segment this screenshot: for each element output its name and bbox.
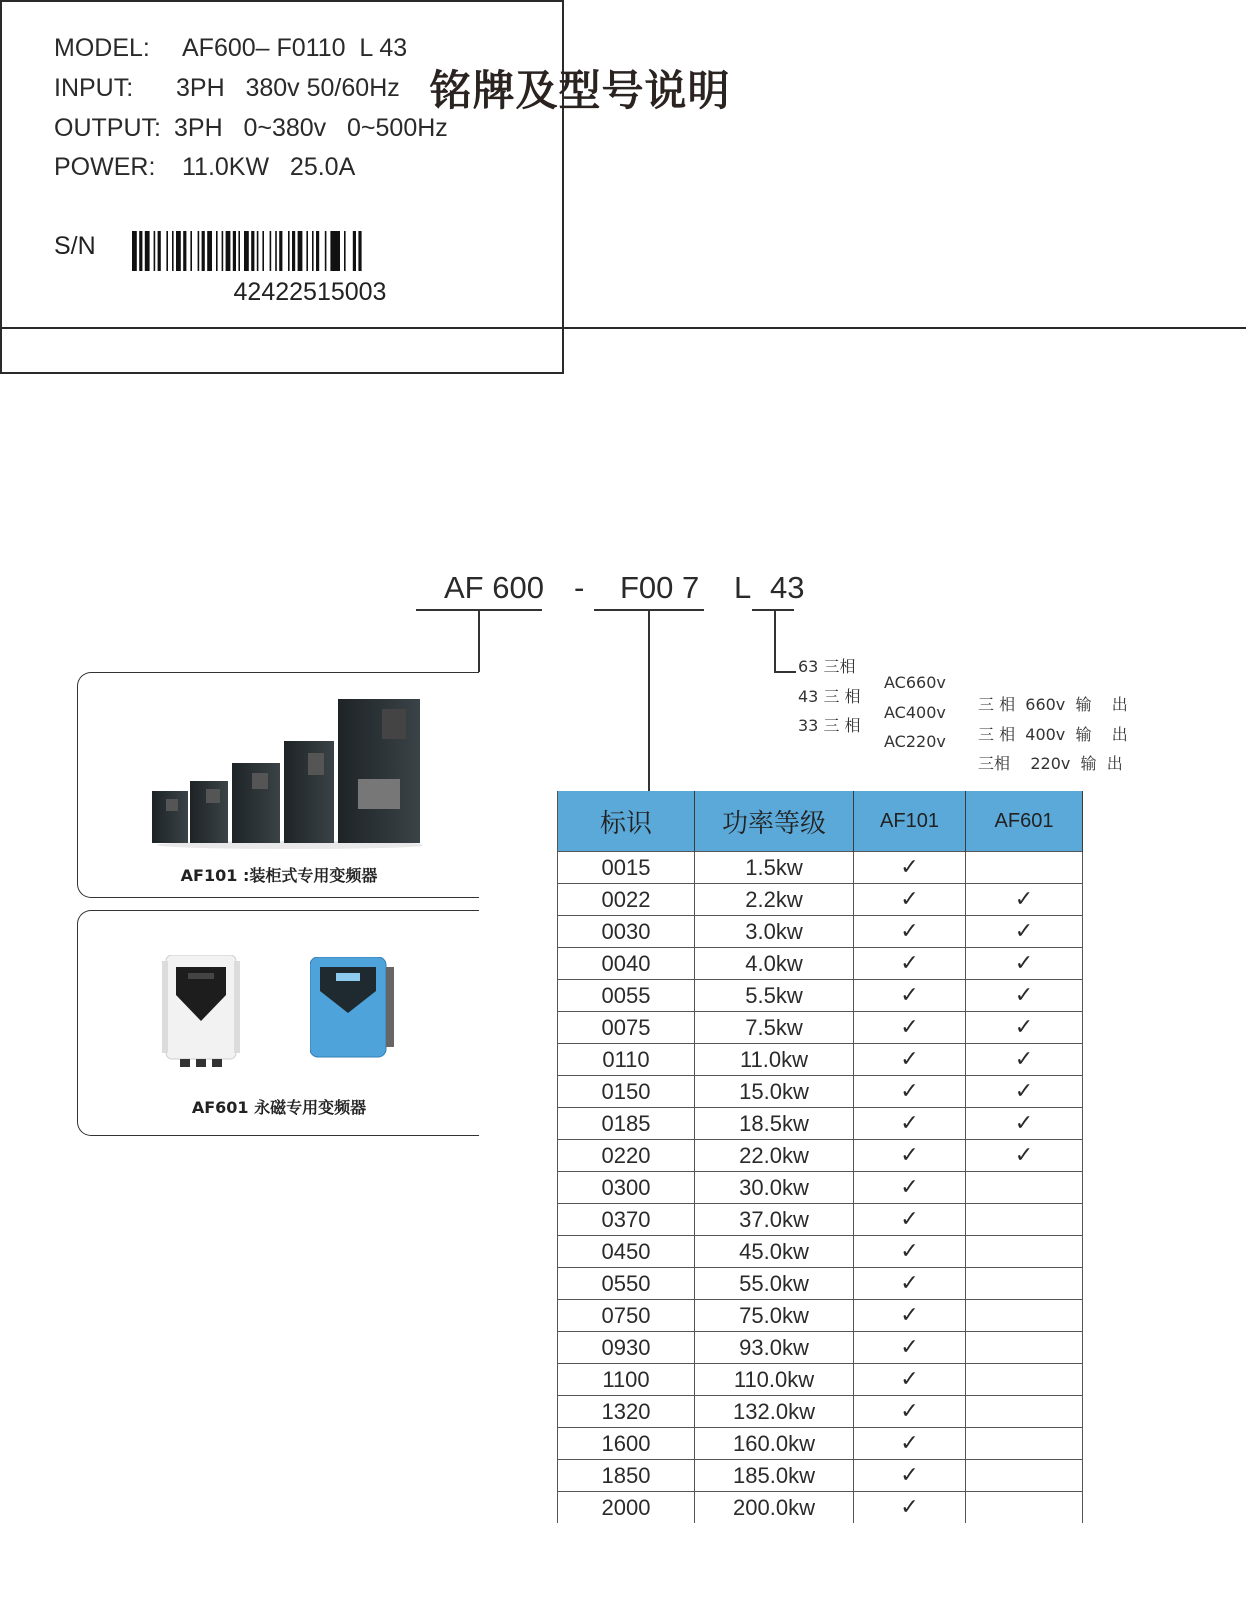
cell-af601: ✓ — [966, 916, 1083, 948]
cell-id: 0300 — [558, 1172, 695, 1204]
cell-af101: ✓ — [854, 1396, 966, 1428]
barcode-bar — [183, 231, 186, 271]
cell-power: 132.0kw — [695, 1396, 854, 1428]
voltage-desc: 三 相 660v 输 出 — [978, 695, 1128, 714]
model-value: AF600– F0110 L 43 — [182, 34, 408, 62]
cell-power: 18.5kw — [695, 1108, 854, 1140]
output-value: 3PH 0~380v 0~500Hz — [174, 114, 448, 142]
barcode-bar — [166, 231, 168, 271]
barcode-bar — [198, 231, 200, 271]
cell-af601 — [966, 1460, 1083, 1492]
cell-power: 200.0kw — [695, 1492, 854, 1524]
cell-id: 0015 — [558, 852, 695, 884]
product-card-af101 — [77, 672, 479, 898]
cell-af101: ✓ — [854, 1428, 966, 1460]
cell-af101: ✓ — [854, 980, 966, 1012]
cell-id: 0450 — [558, 1236, 695, 1268]
voltage-desc: 三相 220v 输 出 — [978, 754, 1123, 773]
cell-af601: ✓ — [966, 1076, 1083, 1108]
cell-power: 75.0kw — [695, 1300, 854, 1332]
table-row — [558, 1268, 1083, 1300]
table-row — [558, 1172, 1083, 1204]
sn-label: S/N — [54, 232, 96, 260]
code-series: AF 600 — [444, 570, 544, 605]
table-row — [558, 884, 1083, 916]
barcode-bar — [251, 231, 254, 271]
barcode-bar — [312, 231, 314, 271]
table-row — [558, 1428, 1083, 1460]
cell-af101: ✓ — [854, 1108, 966, 1140]
cell-af601: ✓ — [966, 1140, 1083, 1172]
product-caption: AF101 :装柜式专用变频器 — [180, 866, 378, 885]
table-row — [558, 1396, 1083, 1428]
header-af601: AF601 — [966, 791, 1083, 852]
cell-af601: ✓ — [966, 948, 1083, 980]
cell-power: 1.5kw — [695, 852, 854, 884]
series-connector — [478, 609, 480, 672]
code-dash: - — [574, 570, 585, 605]
table-row — [558, 1044, 1083, 1076]
nameplate-divider — [0, 327, 1246, 329]
barcode-bar — [279, 231, 282, 271]
barcode-bar — [257, 231, 259, 271]
barcode-bar — [353, 231, 356, 271]
cell-power: 11.0kw — [695, 1044, 854, 1076]
cell-af101: ✓ — [854, 1012, 966, 1044]
cell-af601 — [966, 852, 1083, 884]
cell-af101: ✓ — [854, 1300, 966, 1332]
cell-id: 0550 — [558, 1268, 695, 1300]
nameplate — [0, 0, 564, 374]
cell-power: 2.2kw — [695, 884, 854, 916]
cell-power: 93.0kw — [695, 1332, 854, 1364]
cell-af601 — [966, 1364, 1083, 1396]
cell-af601: ✓ — [966, 1044, 1083, 1076]
cell-af101: ✓ — [854, 1044, 966, 1076]
code-power: F00 7 — [620, 570, 700, 605]
barcode-bar — [139, 231, 142, 271]
product-caption: AF601 永磁专用变频器 — [191, 1098, 367, 1117]
power-label: POWER: — [54, 153, 156, 181]
cell-id: 0220 — [558, 1140, 695, 1172]
input-label: INPUT: — [54, 74, 134, 102]
table-row — [558, 1140, 1083, 1172]
cell-af601 — [966, 1300, 1083, 1332]
cell-af101: ✓ — [854, 948, 966, 980]
barcode — [132, 231, 478, 271]
table-row — [558, 916, 1083, 948]
blue-inverter-image — [310, 957, 398, 1061]
barcode-bar — [325, 231, 327, 271]
cell-af601 — [966, 1332, 1083, 1364]
header-af101: AF101 — [854, 791, 966, 852]
cell-power: 22.0kw — [695, 1140, 854, 1172]
barcode-bar — [132, 231, 137, 271]
barcode-bar — [202, 231, 205, 271]
model-line — [54, 34, 407, 63]
voltage-connector-foot — [774, 671, 796, 673]
voltage-code: 43 三 相 — [798, 687, 861, 706]
cell-power: 5.5kw — [695, 980, 854, 1012]
cell-af601 — [966, 1172, 1083, 1204]
table-row — [558, 980, 1083, 1012]
table-row — [558, 852, 1083, 884]
cell-power: 4.0kw — [695, 948, 854, 980]
barcode-bar — [207, 231, 212, 271]
barcode-bar — [145, 231, 150, 271]
code-type: L — [734, 570, 752, 605]
voltage-code: 63 三相 — [798, 657, 856, 676]
cell-id: 1600 — [558, 1428, 695, 1460]
cell-id: 0930 — [558, 1332, 695, 1364]
cell-id: 1100 — [558, 1364, 695, 1396]
cell-id: 2000 — [558, 1492, 695, 1524]
barcode-bar — [316, 231, 319, 271]
header-power: 功率等级 — [695, 791, 854, 852]
cell-id: 0150 — [558, 1076, 695, 1108]
voltage-underline — [752, 609, 794, 611]
cell-power: 160.0kw — [695, 1428, 854, 1460]
model-label: MODEL: — [54, 34, 150, 62]
cell-af101: ✓ — [854, 1236, 966, 1268]
table-row — [558, 1332, 1083, 1364]
cell-power: 3.0kw — [695, 916, 854, 948]
cabinet-inverter-image — [152, 699, 422, 849]
voltage-connector — [774, 609, 776, 671]
power-connector — [648, 609, 650, 792]
barcode-bar — [292, 231, 295, 271]
cell-af601: ✓ — [966, 884, 1083, 916]
page-title: 铭牌及型号说明 — [429, 66, 731, 115]
cell-id: 0030 — [558, 916, 695, 948]
cell-power: 55.0kw — [695, 1268, 854, 1300]
cell-id: 0055 — [558, 980, 695, 1012]
voltage-code: 33 三 相 — [798, 716, 861, 735]
cell-power: 185.0kw — [695, 1460, 854, 1492]
header-id: 标识 — [558, 791, 695, 852]
voltage-ac: AC660v — [884, 673, 946, 692]
voltage-desc: 三 相 400v 输 出 — [978, 725, 1128, 744]
barcode-bar — [158, 231, 161, 271]
cell-id: 0370 — [558, 1204, 695, 1236]
cell-af601 — [966, 1492, 1083, 1524]
barcode-bar — [238, 231, 240, 271]
barcode-bar — [270, 231, 272, 271]
table-row — [558, 1364, 1083, 1396]
cell-power: 7.5kw — [695, 1012, 854, 1044]
barcode-bar — [298, 231, 303, 271]
barcode-bar — [190, 231, 192, 271]
barcode-bar — [288, 231, 290, 271]
barcode-bar — [176, 231, 181, 271]
table-header-row — [558, 791, 1083, 852]
cell-af101: ✓ — [854, 1204, 966, 1236]
cell-power: 110.0kw — [695, 1364, 854, 1396]
barcode-bar — [233, 231, 236, 271]
spec-table — [557, 791, 1083, 1523]
table-row — [558, 1236, 1083, 1268]
cell-af601 — [966, 1268, 1083, 1300]
barcode-bar — [275, 231, 277, 271]
cell-id: 0075 — [558, 1012, 695, 1044]
barcode-bar — [154, 231, 156, 271]
cell-af101: ✓ — [854, 1268, 966, 1300]
output-label: OUTPUT: — [54, 114, 161, 142]
cell-power: 45.0kw — [695, 1236, 854, 1268]
table-row — [558, 1204, 1083, 1236]
product-card-af601 — [77, 910, 479, 1136]
cell-af101: ✓ — [854, 1076, 966, 1108]
barcode-bar — [344, 231, 346, 271]
table-row — [558, 1108, 1083, 1140]
cell-af601: ✓ — [966, 1012, 1083, 1044]
cell-af601: ✓ — [966, 1108, 1083, 1140]
cell-af101: ✓ — [854, 852, 966, 884]
cell-af101: ✓ — [854, 1492, 966, 1524]
table-row — [558, 948, 1083, 980]
table-row — [558, 1076, 1083, 1108]
output-line — [54, 114, 448, 143]
voltage-ac: AC400v — [884, 703, 946, 722]
cell-id: 1320 — [558, 1396, 695, 1428]
voltage-ac: AC220v — [884, 732, 946, 751]
power-line — [54, 153, 355, 182]
cell-power: 30.0kw — [695, 1172, 854, 1204]
cell-af601 — [966, 1428, 1083, 1460]
cell-af601 — [966, 1396, 1083, 1428]
cell-id: 0022 — [558, 884, 695, 916]
cell-af101: ✓ — [854, 884, 966, 916]
white-inverter-image — [162, 955, 318, 1067]
cell-af101: ✓ — [854, 1172, 966, 1204]
cell-power: 37.0kw — [695, 1204, 854, 1236]
cell-id: 1850 — [558, 1460, 695, 1492]
barcode-bar — [262, 231, 264, 271]
serial-number: 42422515003 — [233, 278, 387, 306]
cell-power: 15.0kw — [695, 1076, 854, 1108]
cell-id: 0040 — [558, 948, 695, 980]
barcode-bar — [222, 231, 224, 271]
cell-af101: ✓ — [854, 916, 966, 948]
cell-id: 0110 — [558, 1044, 695, 1076]
table-row — [558, 1012, 1083, 1044]
barcode-bar — [306, 231, 308, 271]
cell-af601 — [966, 1236, 1083, 1268]
barcode-bar — [172, 231, 174, 271]
table-row — [558, 1492, 1083, 1524]
table-row — [558, 1460, 1083, 1492]
input-line — [54, 74, 400, 103]
code-voltage: 43 — [770, 570, 805, 605]
barcode-bar — [358, 231, 361, 271]
power-value: 11.0KW 25.0A — [182, 153, 356, 181]
cell-af101: ✓ — [854, 1332, 966, 1364]
cell-af601: ✓ — [966, 980, 1083, 1012]
cell-af101: ✓ — [854, 1460, 966, 1492]
barcode-bar — [330, 231, 340, 271]
input-value: 3PH 380v 50/60Hz — [176, 74, 400, 102]
cell-id: 0185 — [558, 1108, 695, 1140]
cell-af101: ✓ — [854, 1140, 966, 1172]
table-row — [558, 1300, 1083, 1332]
cell-id: 0750 — [558, 1300, 695, 1332]
barcode-bar — [244, 231, 249, 271]
barcode-bar — [216, 231, 218, 271]
spec-table-body — [558, 852, 1083, 1524]
cell-af601 — [966, 1204, 1083, 1236]
barcode-bar — [226, 231, 231, 271]
cell-af101: ✓ — [854, 1364, 966, 1396]
